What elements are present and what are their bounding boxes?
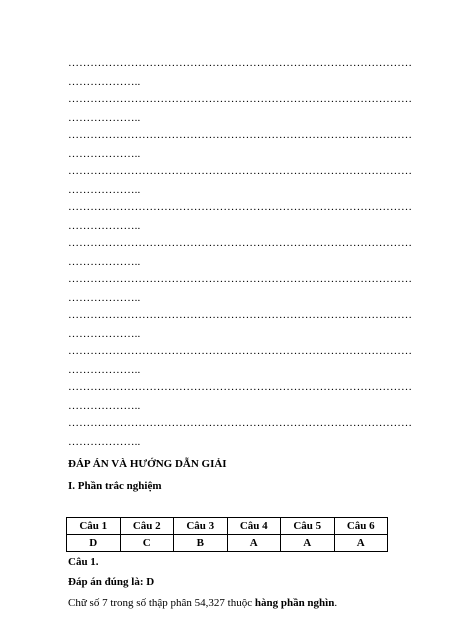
answer-cell: A [334,535,388,552]
answer-cell: A [281,535,335,552]
dotted-line-short: ……………….. [68,148,141,160]
dotted-line: ………………………………………………………………………………… [68,165,413,177]
answer-table-header: Câu 3 [174,518,228,535]
answer-cell: B [174,535,228,552]
dotted-line-short: ……………….. [68,220,141,232]
answer-cell: C [120,535,174,552]
dotted-line: ………………………………………………………………………………… [68,345,413,357]
answer-table-header-row [67,518,388,535]
dotted-line-short: ……………….. [68,184,141,196]
question-label: Câu 1. [68,556,99,568]
answer-table-header: Câu 1 [67,518,121,535]
dotted-line: ………………………………………………………………………………… [68,309,413,321]
section-title: I. Phần trắc nghiệm [68,480,162,492]
answer-table-header: Câu 5 [281,518,335,535]
dotted-line: ………………………………………………………………………………… [68,129,413,141]
answer-label: Đáp án đúng là: D [68,576,155,588]
dotted-line: ………………………………………………………………………………… [68,57,413,69]
answer-cell: D [67,535,121,552]
explanation-prefix: Chữ số 7 trong số thập phân 54,327 thuộc [68,597,255,609]
dotted-line-short: ……………….. [68,292,141,304]
answer-heading: ĐÁP ÁN VÀ HƯỚNG DẪN GIẢI [68,458,227,470]
explanation-emphasis: hàng phần nghìn [254,597,335,609]
answer-table-header: Câu 2 [120,518,174,535]
dotted-line-short: ……………….. [68,364,141,376]
answer-table [66,517,388,552]
explanation-suffix: . [334,597,338,609]
explanation-text [68,597,337,609]
dotted-line-short: ……………….. [68,436,141,448]
answer-table-header: Câu 6 [334,518,388,535]
answer-table-header: Câu 4 [227,518,281,535]
dotted-line-short: ……………….. [68,400,141,412]
answer-table-row [67,535,388,552]
dotted-line-short: ……………….. [68,256,141,268]
dotted-line-short: ……………….. [68,328,141,340]
dotted-line: ………………………………………………………………………………… [68,273,413,285]
dotted-line: ………………………………………………………………………………… [68,417,413,429]
dotted-line: ………………………………………………………………………………… [68,201,413,213]
dotted-line: ………………………………………………………………………………… [68,93,413,105]
dotted-line-short: ……………….. [68,112,141,124]
dotted-line: ………………………………………………………………………………… [68,237,413,249]
dotted-line-short: ……………….. [68,76,141,88]
dotted-line: ………………………………………………………………………………… [68,381,413,393]
answer-cell: A [227,535,281,552]
